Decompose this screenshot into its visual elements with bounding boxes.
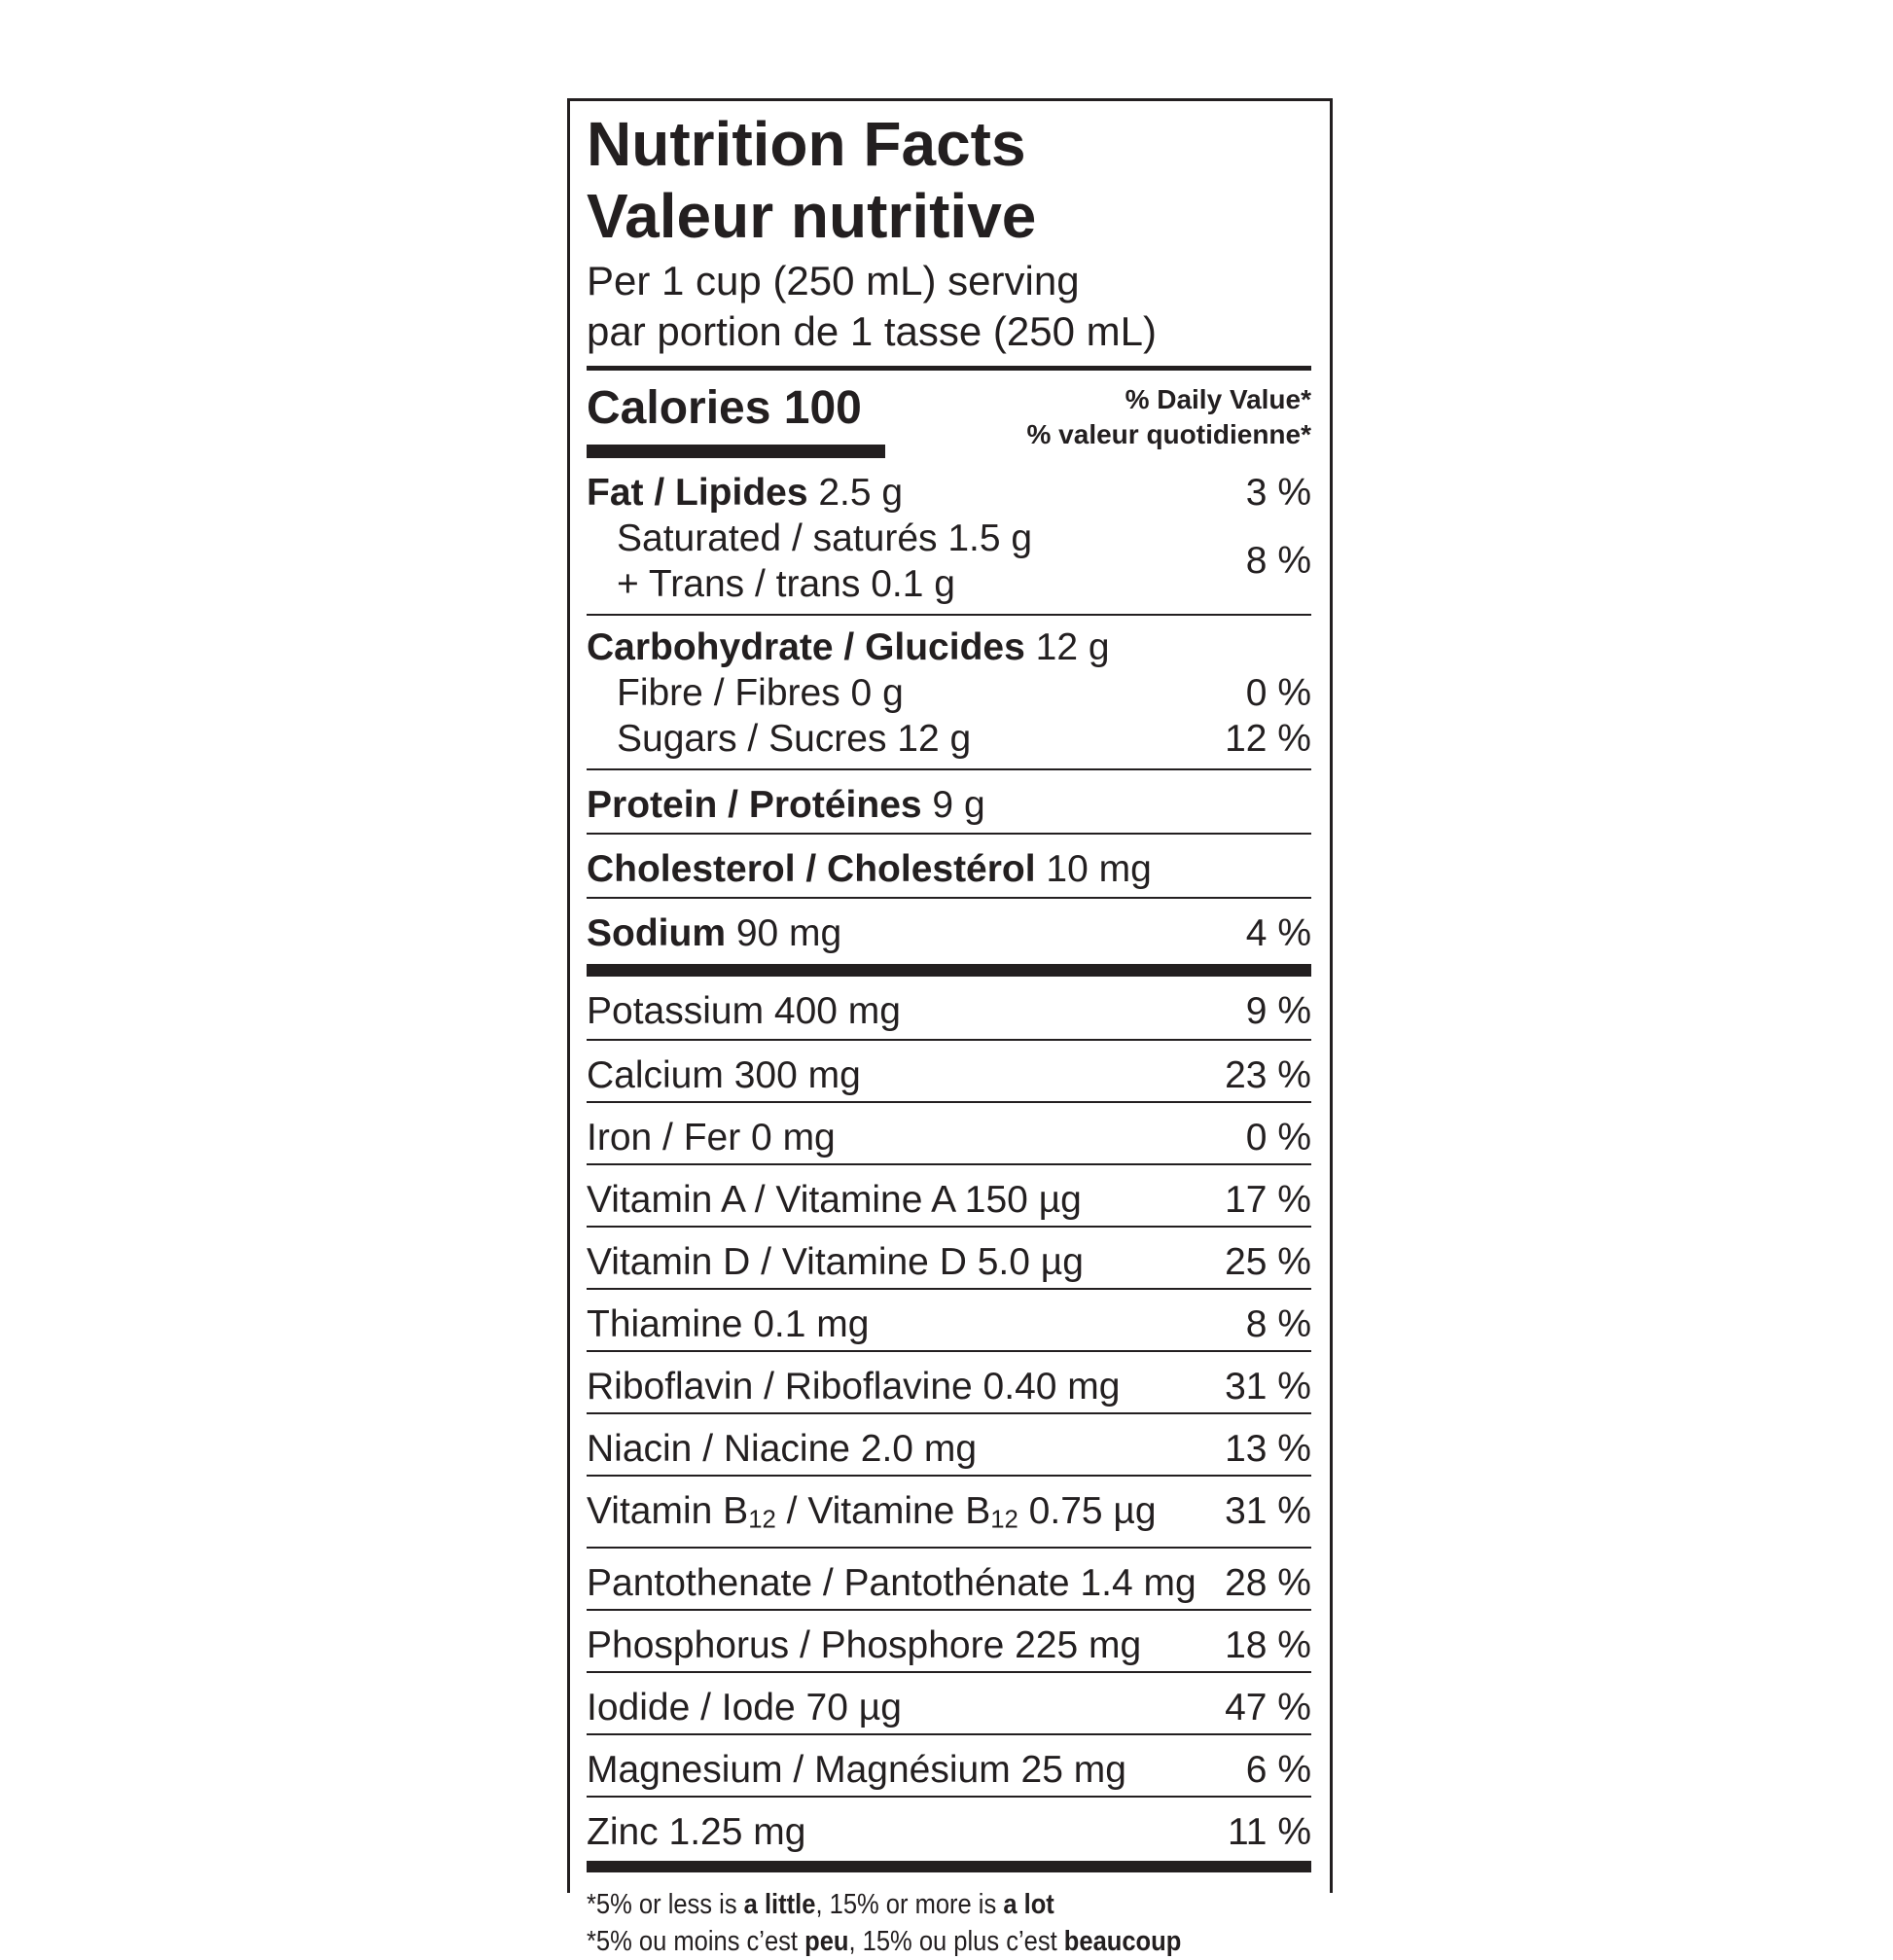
- fibre-daily-value: 0 %: [1245, 672, 1311, 714]
- micronutrient-divider: [587, 964, 1311, 977]
- iodide-daily-value: 47 %: [1225, 1686, 1311, 1728]
- daily-value-header-french: % valeur quotidienne*: [1026, 419, 1311, 449]
- trans-fat-row: + Trans / trans 0.1 g: [617, 563, 955, 605]
- zinc-label: Zinc 1.25 mg: [587, 1810, 806, 1853]
- iodide-label: Iodide / Iode 70 µg: [587, 1686, 902, 1728]
- carbohydrate-row: [587, 624, 1311, 670]
- phosphorus-row: [587, 1611, 1311, 1671]
- riboflavin-label: Riboflavin / Riboflavine 0.40 mg: [587, 1366, 1121, 1408]
- vitamin-a-label: Vitamin A / Vitamine A 150 µg: [587, 1179, 1082, 1221]
- niacin-row: [587, 1414, 1311, 1475]
- riboflavin-row: [587, 1352, 1311, 1412]
- vitamin-b12-name-fr: / Vitamine B: [775, 1490, 991, 1532]
- calories-section: [587, 371, 1311, 458]
- title-english: Nutrition Facts: [587, 109, 1026, 179]
- potassium-daily-value: 9 %: [1245, 990, 1311, 1032]
- footnote-en-text-1: *5% or less is: [587, 1888, 744, 1920]
- cholesterol-label: Cholesterol / Cholestérol: [587, 848, 1036, 890]
- zinc-daily-value: 11 %: [1228, 1810, 1311, 1853]
- potassium-row: [587, 977, 1311, 1039]
- magnesium-label: Magnesium / Magnésium 25 mg: [587, 1748, 1126, 1791]
- vitamin-b12-daily-value: 31 %: [1225, 1490, 1311, 1532]
- title-french: Valeur nutritive: [587, 181, 1037, 251]
- phosphorus-daily-value: 18 %: [1225, 1623, 1311, 1666]
- footnote-fr-text-1: *5% ou moins c’est: [587, 1925, 805, 1957]
- calories-underline: [587, 445, 885, 458]
- footnote-fr-bold-2: beaucoup: [1063, 1925, 1182, 1957]
- carbohydrate-label: Carbohydrate / Glucides: [587, 626, 1025, 668]
- vitamin-d-row: [587, 1228, 1311, 1288]
- footnote: [587, 1872, 1311, 1960]
- footnote-french: [587, 1923, 1225, 1960]
- thiamine-row: [587, 1290, 1311, 1350]
- niacin-label: Niacin / Niacine 2.0 mg: [587, 1428, 978, 1470]
- footnote-en-bold-2: a lot: [1003, 1888, 1054, 1920]
- iron-daily-value: 0 %: [1245, 1117, 1311, 1158]
- calcium-daily-value: 23 %: [1225, 1054, 1311, 1096]
- fat-row: [587, 470, 1311, 516]
- cholesterol-row: [587, 835, 1311, 897]
- iron-row: [587, 1103, 1311, 1163]
- serving-size-english: Per 1 cup (250 mL) serving: [587, 258, 1080, 303]
- magnesium-row: [587, 1735, 1311, 1796]
- vitamin-b12-amount: 0.75 µg: [1018, 1490, 1157, 1532]
- vitamin-d-label: Vitamin D / Vitamine D 5.0 µg: [587, 1241, 1084, 1283]
- fibre-row: [587, 670, 1311, 716]
- daily-value-header-english: % Daily Value*: [1125, 384, 1311, 414]
- nutrition-facts-label: [567, 98, 1333, 1957]
- thiamine-daily-value: 8 %: [1245, 1303, 1311, 1345]
- fat-group: [587, 458, 1311, 607]
- magnesium-daily-value: 6 %: [1245, 1748, 1311, 1791]
- protein-row: [587, 770, 1311, 833]
- carbohydrate-amount: 12 g: [1024, 626, 1110, 668]
- vitamin-b12-subscript-fr: 12: [990, 1506, 1018, 1534]
- footnote-fr-text-2: , 15% ou plus c’est: [848, 1925, 1064, 1957]
- pantothenate-label: Pantothenate / Pantothénate 1.4 mg: [587, 1561, 1197, 1604]
- vitamin-b12-label: [587, 1490, 1157, 1532]
- fibre-label: Fibre / Fibres 0 g: [617, 672, 904, 714]
- footnote-divider: [587, 1861, 1311, 1872]
- protein-label: Protein / Protéines: [587, 784, 922, 826]
- cholesterol-amount: 10 mg: [1035, 848, 1152, 890]
- calcium-row: [587, 1041, 1311, 1101]
- sodium-daily-value: 4 %: [1245, 912, 1311, 954]
- fat-daily-value: 3 %: [1245, 472, 1311, 514]
- potassium-label: Potassium 400 mg: [587, 990, 901, 1032]
- fat-amount: 2.5 g: [807, 472, 904, 514]
- vitamin-b12-row: [587, 1477, 1311, 1547]
- serving-size-french: par portion de 1 tasse (250 mL): [587, 308, 1157, 354]
- sugars-row: [587, 716, 1311, 762]
- label-content: [587, 101, 1311, 1960]
- iodide-row: [587, 1673, 1311, 1733]
- footnote-english: [587, 1886, 1225, 1923]
- saturated-fat-row: Saturated / saturés 1.5 g: [617, 517, 1033, 559]
- calcium-label: Calcium 300 mg: [587, 1054, 861, 1096]
- daily-value-header: [1027, 382, 1312, 452]
- riboflavin-daily-value: 31 %: [1225, 1366, 1311, 1408]
- footnote-en-bold-1: a little: [743, 1888, 816, 1920]
- sugars-label: Sugars / Sucres 12 g: [617, 718, 972, 760]
- niacin-daily-value: 13 %: [1225, 1428, 1311, 1470]
- sodium-label: Sodium: [587, 912, 726, 954]
- footnote-fr-bold-1: peu: [804, 1925, 849, 1957]
- pantothenate-daily-value: 28 %: [1225, 1561, 1311, 1604]
- calories-value: Calories 100: [587, 382, 862, 434]
- saturated-trans-daily-value: 8 %: [1245, 540, 1311, 582]
- pantothenate-row: [587, 1549, 1311, 1609]
- iron-label: Iron / Fer 0 mg: [587, 1117, 836, 1158]
- protein-amount: 9 g: [921, 784, 985, 826]
- fat-label: Fat / Lipides: [587, 472, 808, 514]
- carbohydrate-group: [587, 616, 1311, 762]
- vitamin-b12-name-en: Vitamin B: [587, 1490, 749, 1532]
- sugars-daily-value: 12 %: [1225, 718, 1311, 760]
- phosphorus-label: Phosphorus / Phosphore 225 mg: [587, 1623, 1142, 1666]
- vitamin-a-daily-value: 17 %: [1225, 1179, 1311, 1221]
- sodium-row: [587, 899, 1311, 964]
- vitamin-a-row: [587, 1165, 1311, 1226]
- vitamin-d-daily-value: 25 %: [1225, 1241, 1311, 1283]
- zinc-row: [587, 1798, 1311, 1861]
- footnote-en-text-2: , 15% or more is: [815, 1888, 1004, 1920]
- sodium-amount: 90 mg: [726, 912, 842, 954]
- thiamine-label: Thiamine 0.1 mg: [587, 1303, 870, 1345]
- vitamin-b12-subscript: 12: [748, 1506, 776, 1534]
